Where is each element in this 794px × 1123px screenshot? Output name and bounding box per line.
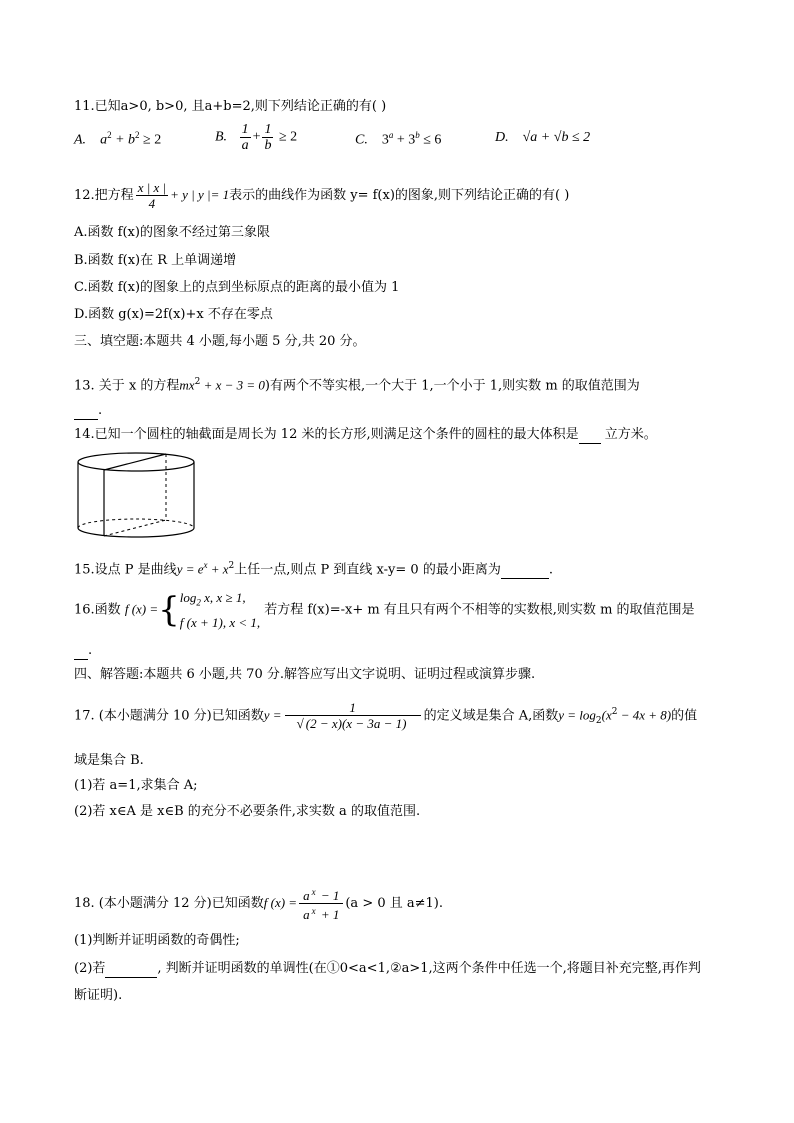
q12-option-b: B.函数 f(x)在 R 上单调递增 bbox=[74, 253, 237, 268]
q16-text: 16.函数 f (x) ={ $\log_2 x$, x ≥ 1, f (x + 1), x < 1, 若方程 f(x)=-x+ m 有且只有两个不相等的实数根,则实数 m 的取值范围是 bbox=[74, 589, 695, 630]
q17-line2: 域是集合 B. bbox=[74, 753, 144, 768]
q16-blank bbox=[74, 659, 88, 660]
q15-text: 15.设点 P 是曲线$y = e^x + x^2$上任一点,则点 P 到直线 x-y= 0 的最小距离为 . bbox=[74, 560, 553, 578]
q12-option-c: C.函数 f(x)的图象上的点到坐标原点的距离的最小值为 1 bbox=[74, 280, 400, 295]
cylinder-diagram bbox=[74, 450, 198, 542]
q11-option-c: C. $3^a + 3^b \le 6$ bbox=[355, 130, 442, 148]
q18-blank bbox=[105, 977, 157, 978]
q12-fraction: $\frac{x | x |}{4}$ bbox=[137, 180, 167, 211]
q18-part1: (1)判断并证明函数的奇偶性; bbox=[74, 933, 240, 948]
q11-option-a: A. $a^2 + b^2 \ge 2$ bbox=[74, 130, 162, 148]
q12-option-d: D.函数 g(x)=2f(x)+x 不存在零点 bbox=[74, 307, 273, 322]
q14-blank bbox=[579, 443, 601, 444]
q15-blank bbox=[501, 578, 549, 579]
q16-piecewise: $\log_2 x$, x ≥ 1, f (x + 1), x < 1, bbox=[179, 590, 261, 630]
q13-answer-line: . bbox=[74, 402, 102, 420]
q17-text: 17. (本小题满分 10 分)已知函数y = $\frac{1}{√ (2 - x)(x - 3a - 1)}$ 的定义域是集合 A,函数$y = \log_2(x^2 - 4x + 8)$的值 bbox=[74, 700, 698, 732]
q12-option-a: A.函数 f(x)的图象不经过第三象限 bbox=[74, 225, 270, 240]
q11-stem: 11.已知a>0, b>0, 且a+b=2,则下列结论正确的有( ) bbox=[74, 99, 387, 114]
q17-fraction: $\frac{1}{√ (2 - x)(x - 3a - 1)}$ bbox=[285, 700, 421, 731]
q18-part2-line2: 断证明). bbox=[74, 988, 123, 1003]
q11-option-d: D. √a + √b ≤ 2 bbox=[495, 130, 591, 145]
q14-text: 14.已知一个圆柱的轴截面是周长为 12 米的长方形,则满足这个条件的圆柱的最大体积是 立方米。 bbox=[74, 427, 657, 442]
q13-text: 13. 关于 x 的方程$mx^2 + x - 3 = 0$)有两个不等实根,一个大于 1,一个小于 1,则实数 m 的取值范围为 bbox=[74, 377, 640, 394]
q18-text: 18. (本小题满分 12 分)已知函数f (x) = $\frac{a ^x - 1}{a ^x + 1}$ (a > 0 且 a≠1). bbox=[74, 886, 443, 923]
q13-blank bbox=[74, 419, 98, 420]
q11-option-b: B. $\frac{1}{a}$ + $\frac{1}{b}$ ≥ 2 bbox=[215, 122, 298, 153]
q12-stem: 12.把方程 $\frac{x | x |}{4}$ + y | y |= 1表示的曲线作为函数 y= f(x)的图象,则下列结论正确的有( ) bbox=[74, 180, 570, 211]
section-3-heading: 三、填空题:本题共 4 小题,每小题 5 分,共 20 分。 bbox=[74, 334, 366, 349]
section-4-heading: 四、解答题:本题共 6 小题,共 70 分.解答应写出文字说明、证明过程或演算步骤. bbox=[74, 667, 536, 682]
q18-part2: (2)若 , 判断并证明函数的单调性(在①0<a<1,②a>1,这两个条件中任选一个,将题目补充完整,再作判 bbox=[74, 961, 701, 976]
q17-part2: (2)若 x∈A 是 x∈B 的充分不必要条件,求实数 a 的取值范围. bbox=[74, 804, 421, 819]
q18-fraction: $\frac{a ^x - 1}{a ^x + 1}$ bbox=[299, 885, 343, 923]
q17-part1: (1)若 a=1,求集合 A; bbox=[74, 778, 198, 793]
q16-answer-line: . bbox=[74, 642, 92, 660]
